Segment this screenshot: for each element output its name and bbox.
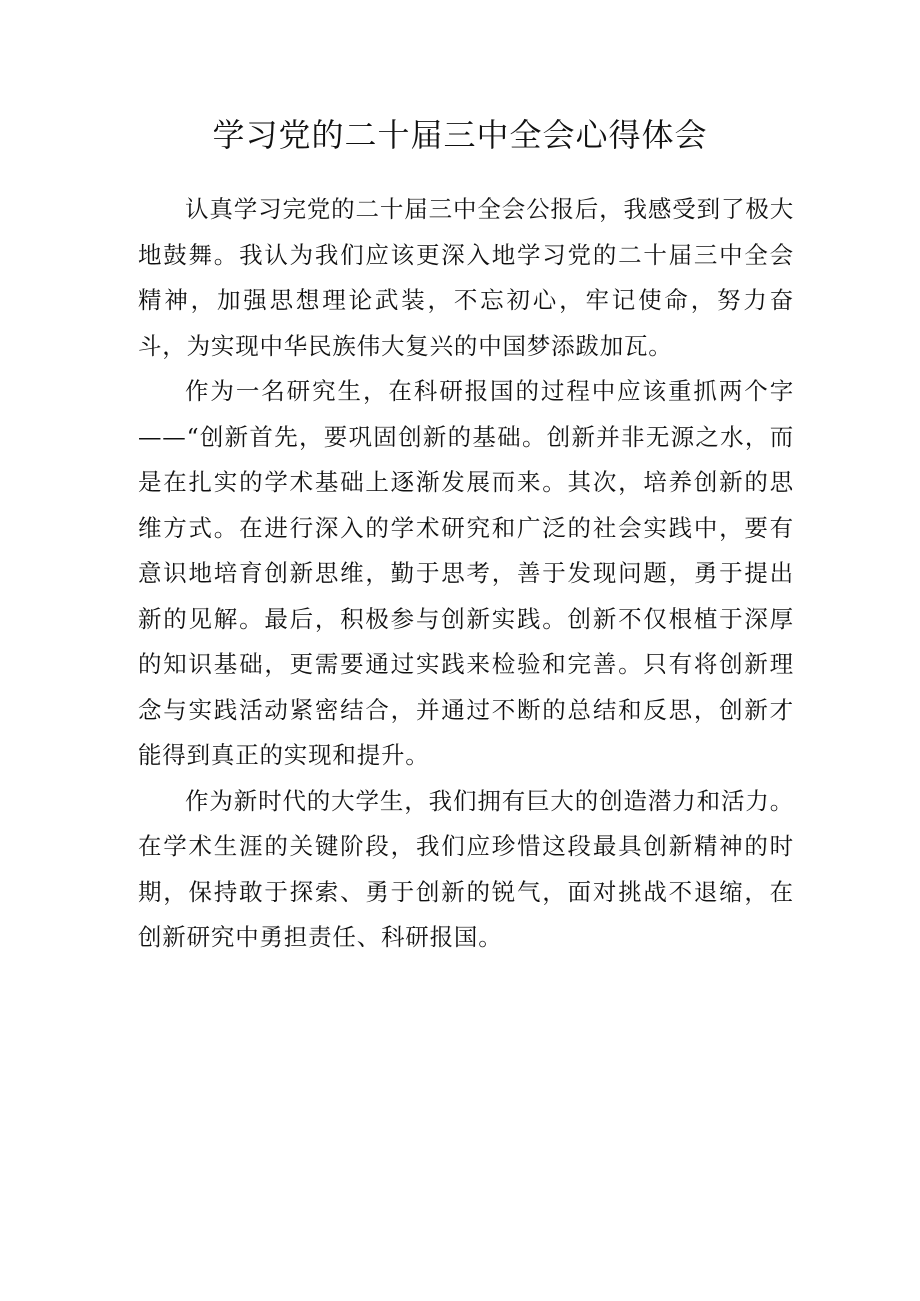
- paragraph-3: 作为新时代的大学生，我们拥有巨大的创造潜力和活力。在学术生涯的关键阶段，我们应珍惜这段最具创新精神的时期，保持敢于探索、勇于创新的锐气，面对挑战不退缩，在创新研究中勇担责任、科研报国。: [138, 786, 794, 951]
- document-body: [138, 187, 794, 961]
- document-title: 学习党的二十届三中全会心得体会: [212, 116, 708, 154]
- paragraph-2: 作为一名研究生，在科研报国的过程中应该重抓两个字——“创新首先，要巩固创新的基础。创新并非无源之水，而是在扎实的学术基础上逐渐发展而来。其次，培养创新的思维方式。在进行深入的学术研究和广泛的社会实践中，要有意识地培育创新思维，勤于思考，善于发现问题，勇于提出新的见解。最后，积极参与创新实践。创新不仅根植于深厚的知识基础，更需要通过实践来检验和完善。只有将创新理念与实践活动紧密结合，并通过不断的总结和反思，创新才能得到真正的实现和提升。: [138, 377, 794, 769]
- paragraph-1: 认真学习完党的二十届三中全会公报后，我感受到了极大地鼓舞。我认为我们应该更深入地学习党的二十届三中全会精神，加强思想理论武装，不忘初心，牢记使命，努力奋斗，为实现中华民族伟大复兴的中国梦添跋加瓦。: [138, 195, 794, 360]
